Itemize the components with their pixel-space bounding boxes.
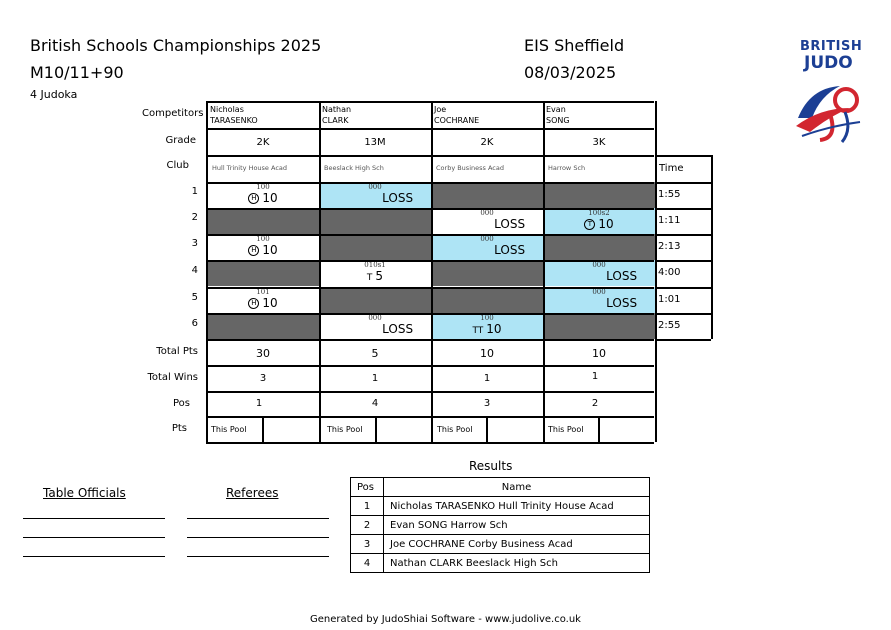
competitor-first-name: Nicholas	[210, 105, 244, 114]
results-header-row	[351, 478, 650, 497]
bout-score	[319, 322, 413, 336]
position: 3	[483, 398, 491, 409]
competitor-last-name: CLARK	[322, 116, 349, 125]
bout-empty-cell	[543, 182, 655, 208]
category-label: M10/11+90	[30, 63, 124, 82]
bout-score-code: 000	[368, 314, 382, 322]
competitor-first-name: Joe	[434, 105, 447, 114]
bout-result-cell	[207, 287, 319, 313]
grid-line	[655, 101, 657, 442]
signature-line	[23, 518, 165, 519]
result-name: Joe COCHRANE Corby Business Acad	[384, 535, 650, 554]
bout-score-value: LOSS	[606, 269, 638, 283]
bout-score	[207, 296, 319, 310]
bout-score	[431, 217, 525, 231]
bout-score	[543, 217, 655, 231]
row-label: 6	[191, 318, 198, 329]
results-row	[351, 535, 650, 554]
row-label: 5	[191, 292, 198, 303]
total-wins: 1	[591, 371, 599, 382]
hansoku-icon: H	[248, 245, 259, 256]
total-wins: 1	[483, 373, 491, 384]
grid-line	[206, 182, 654, 184]
competitor-last-name: SONG	[546, 116, 570, 125]
bout-result-cell	[319, 313, 431, 339]
results-row	[351, 554, 650, 573]
results-row	[351, 497, 650, 516]
bout-score-value: LOSS	[494, 243, 526, 257]
bout-result-cell	[207, 182, 319, 208]
competitor-club: Hull Trinity House Acad	[212, 164, 288, 172]
grid-line	[206, 208, 654, 210]
position: 4	[371, 398, 379, 409]
total-wins: 1	[371, 373, 379, 384]
results-col-name: Name	[384, 478, 650, 497]
grid-line	[206, 313, 654, 315]
result-pos: 4	[351, 554, 384, 573]
results-table	[350, 477, 650, 573]
bout-score-code: 000	[480, 209, 494, 217]
row-label: 2	[191, 212, 198, 223]
grid-line	[655, 155, 711, 157]
competitor-last-name: TARASENKO	[210, 116, 258, 125]
bout-result-cell	[431, 313, 543, 339]
bout-score-value: 10	[486, 322, 502, 336]
competitor-last-name: COCHRANE	[434, 116, 480, 125]
total-wins: 3	[259, 373, 267, 384]
signature-line	[23, 556, 165, 557]
bout-score	[207, 191, 319, 205]
signature-line	[23, 537, 165, 538]
pts-label: Pts	[171, 423, 187, 434]
event-date: 08/03/2025	[524, 63, 617, 82]
grid-line	[543, 101, 545, 442]
bout-score-code: 010s1	[364, 261, 386, 269]
bout-empty-cell	[431, 260, 543, 286]
time-header: Time	[659, 163, 684, 174]
venue: EIS Sheffield	[524, 36, 625, 55]
club-label: Club	[166, 160, 189, 171]
bout-score-code: 101	[256, 288, 270, 296]
bout-empty-cell	[431, 182, 543, 208]
bout-result-cell	[543, 287, 655, 313]
bout-empty-cell	[319, 234, 431, 260]
bout-empty-cell	[431, 287, 543, 313]
grid-line	[206, 128, 654, 130]
signature-line	[187, 518, 329, 519]
grid-line	[655, 234, 711, 236]
bout-result-cell	[207, 234, 319, 260]
row-label: 3	[191, 238, 198, 249]
signature-line	[187, 537, 329, 538]
result-name: Nathan CLARK Beeslack High Sch	[384, 554, 650, 573]
grid-line	[206, 101, 208, 442]
grid-line	[206, 416, 654, 418]
result-name: Evan SONG Harrow Sch	[384, 516, 650, 535]
grid-line	[206, 234, 654, 236]
referees-heading: Referees	[226, 486, 279, 500]
grid-line	[206, 287, 654, 289]
bout-score	[207, 243, 319, 257]
bout-empty-cell	[207, 313, 319, 339]
bout-score-value: LOSS	[382, 191, 414, 205]
bout-score-value: 5	[375, 269, 384, 283]
hansoku-icon: H	[248, 298, 259, 309]
event-title: British Schools Championships 2025	[30, 36, 322, 55]
bout-score	[319, 191, 413, 205]
bout-time: 1:11	[658, 215, 681, 226]
competitor-grade: 3K	[592, 137, 606, 148]
bout-empty-cell	[319, 208, 431, 234]
competitor-first-name: Evan	[546, 105, 566, 114]
bout-time: 2:55	[658, 320, 681, 331]
grid-line	[262, 416, 264, 442]
results-col-pos: Pos	[351, 478, 384, 497]
position: 2	[591, 398, 599, 409]
bout-score-code: 000	[592, 261, 606, 269]
grid-line	[655, 208, 711, 210]
grid-line	[375, 416, 377, 442]
bout-score-value: LOSS	[494, 217, 526, 231]
grid-line	[486, 416, 488, 442]
total-pts: 30	[256, 347, 270, 360]
bout-score-code: 100	[480, 314, 494, 322]
bout-empty-cell	[207, 208, 319, 234]
bout-time: 4:00	[658, 267, 681, 278]
competitor-grade: 13M	[364, 137, 386, 148]
grade-label: Grade	[165, 135, 196, 146]
total-pts-label: Total Pts	[156, 346, 198, 357]
bout-score-code: 100s2	[588, 209, 610, 217]
position: 1	[255, 398, 263, 409]
result-pos: 1	[351, 497, 384, 516]
grid-line	[655, 339, 711, 341]
bout-result-cell	[319, 260, 431, 286]
bout-empty-cell	[207, 260, 319, 286]
bout-score-code: 100	[256, 235, 270, 243]
bout-score	[543, 269, 637, 283]
tori-icon: T	[584, 219, 595, 230]
row-label: 4	[191, 265, 198, 276]
pos-label: Pos	[172, 398, 190, 409]
bout-score	[543, 296, 637, 310]
bout-score-value: LOSS	[606, 296, 638, 310]
competitor-grade: 2K	[256, 137, 270, 148]
results-row	[351, 516, 650, 535]
competitor-first-name: Nathan	[322, 105, 352, 114]
grid-line	[319, 101, 321, 442]
grid-line	[206, 391, 654, 393]
result-name: Nicholas TARASENKO Hull Trinity House Acad	[384, 497, 650, 516]
results-title: Results	[469, 459, 513, 473]
british-judo-logo: BRITISH JUDO	[790, 36, 870, 146]
bout-score-code: 100	[256, 183, 270, 191]
grid-line	[711, 155, 713, 339]
grid-line	[206, 101, 654, 103]
bout-empty-cell	[543, 313, 655, 339]
bout-time: 1:01	[658, 294, 681, 305]
bout-score-code: 000	[592, 288, 606, 296]
bout-result-cell	[431, 208, 543, 234]
this-pool-label: This Pool	[211, 425, 247, 434]
bout-empty-cell	[319, 287, 431, 313]
bout-score	[319, 269, 431, 283]
bout-result-cell	[319, 182, 431, 208]
signature-line	[187, 556, 329, 557]
total-wins-label: Total Wins	[147, 372, 198, 383]
grid-line	[655, 287, 711, 289]
grid-line	[655, 313, 711, 315]
grid-line	[206, 365, 654, 367]
bout-result-cell	[431, 234, 543, 260]
bout-score	[431, 322, 543, 336]
bout-time: 1:55	[658, 189, 681, 200]
bout-result-cell	[543, 260, 655, 286]
total-pts: 10	[480, 347, 494, 360]
bout-result-cell	[543, 208, 655, 234]
bout-time: 2:13	[658, 241, 681, 252]
bout-score-value: 10	[598, 217, 614, 231]
grid-line	[655, 182, 711, 184]
bout-empty-cell	[543, 234, 655, 260]
grid-line	[655, 260, 711, 262]
bout-score-code: 000	[368, 183, 382, 191]
this-pool-label: This Pool	[437, 425, 473, 434]
bout-score-value: 10	[262, 191, 278, 205]
bout-score-value: 10	[262, 243, 278, 257]
waza-mark-icon: T	[366, 273, 373, 283]
judoka-count: 4 Judoka	[30, 88, 78, 101]
total-pts: 5	[371, 347, 379, 360]
total-pts: 10	[592, 347, 606, 360]
table-officials-heading: Table Officials	[43, 486, 126, 500]
waza-mark-icon: TT	[472, 326, 484, 336]
grid-line	[206, 155, 654, 157]
this-pool-label: This Pool	[327, 425, 363, 434]
bout-score	[431, 243, 525, 257]
competitor-club: Corby Business Acad	[436, 164, 504, 172]
result-pos: 3	[351, 535, 384, 554]
grid-line	[431, 101, 433, 442]
footer-credit: Generated by JudoShiai Software - www.judolive.co.uk	[310, 614, 581, 625]
grid-line	[598, 416, 600, 442]
result-pos: 2	[351, 516, 384, 535]
competitors-label: Competitors	[142, 108, 204, 119]
row-label: 1	[191, 186, 198, 197]
bout-score-value: LOSS	[382, 322, 414, 336]
hansoku-icon: H	[248, 193, 259, 204]
grid-line	[206, 442, 654, 444]
grid-line	[206, 339, 654, 341]
grid-line	[206, 260, 654, 262]
bout-score-value: 10	[262, 296, 278, 310]
competitor-grade: 2K	[480, 137, 494, 148]
competitor-club: Beeslack High Sch	[324, 164, 384, 172]
competitor-club: Harrow Sch	[548, 164, 586, 172]
this-pool-label: This Pool	[548, 425, 584, 434]
bout-score-code: 000	[480, 235, 494, 243]
